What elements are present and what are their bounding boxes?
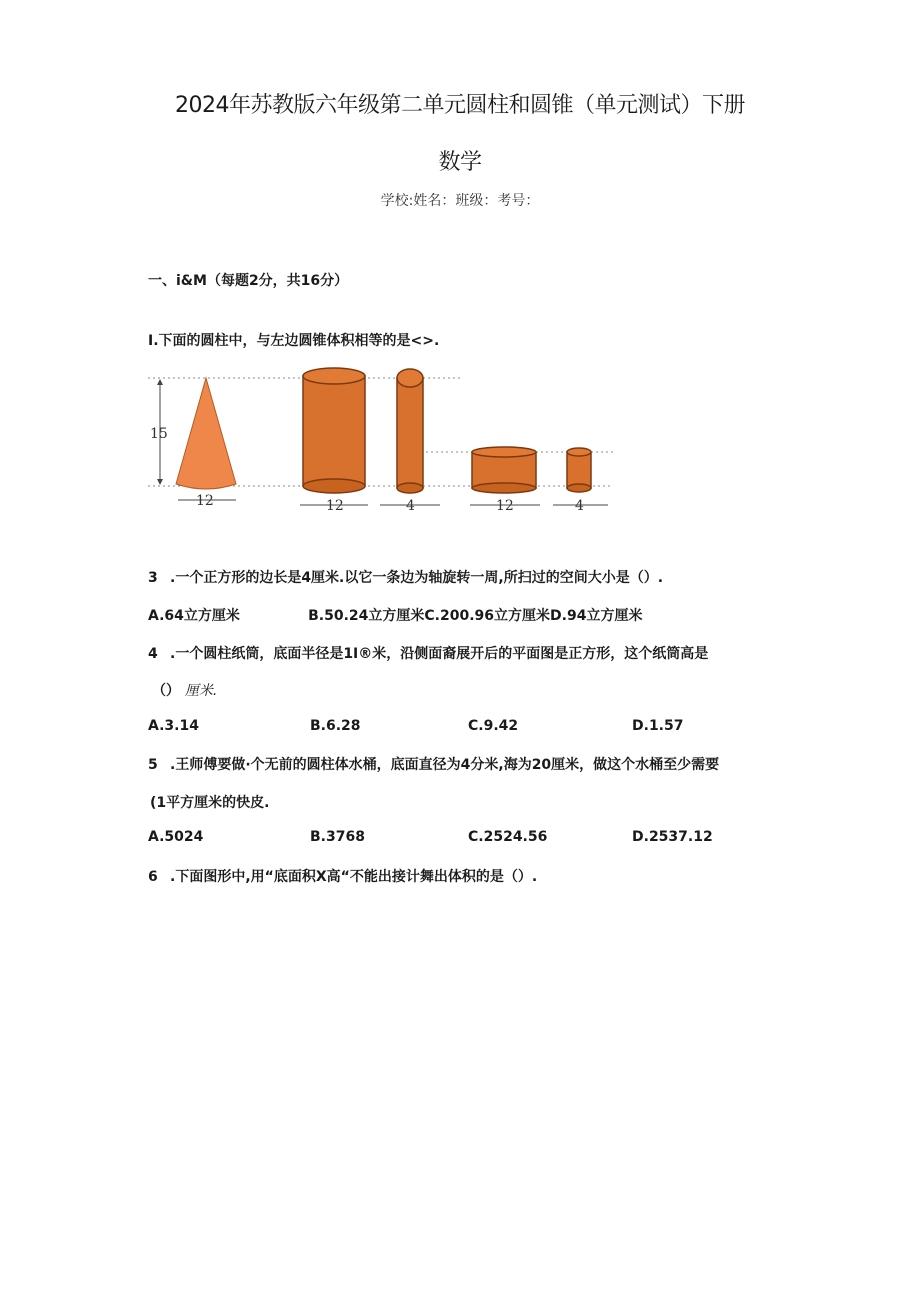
- question-number: 5: [148, 757, 158, 773]
- cylinder-1-body: [303, 376, 365, 486]
- document-subtitle: 数学: [438, 150, 482, 175]
- question-text: .一个正方形的边长是4厘米.以它一条边为轴旋转一周,所扫过的空间大小是（）.: [170, 570, 664, 586]
- cylinder-2-bottom: [397, 483, 423, 493]
- question-4-option-d: D.1.57: [632, 718, 684, 734]
- cone-cylinders-diagram: [148, 362, 618, 517]
- arrow-head-down: [157, 479, 163, 485]
- question-4-continuation: [152, 680, 217, 700]
- cone-height-label: 15: [150, 426, 168, 442]
- question-number: 6: [148, 869, 158, 885]
- student-info-line: 学校:姓名：班级：考号：: [380, 193, 540, 209]
- cone-shape: [176, 378, 236, 489]
- cylinder-1-base-label: 12: [326, 498, 344, 514]
- question-5-option-d: D.2537.12: [632, 829, 713, 845]
- question-5-option-b: B.3768: [310, 829, 365, 845]
- cylinder-4-base-label: 4: [575, 498, 584, 514]
- question-1-figure: [148, 362, 618, 517]
- arrow-head-up: [157, 379, 163, 385]
- question-text: .下面图形中,用“底面积X高“不能出接计舞出体积的是（）.: [170, 869, 538, 885]
- cylinder-3-top: [472, 447, 536, 457]
- cylinder-2-top: [397, 369, 423, 387]
- cylinder-3-base-label: 12: [496, 498, 514, 514]
- question-1: [148, 330, 439, 350]
- question-number: 3: [148, 570, 158, 586]
- cylinder-4-top: [567, 448, 591, 456]
- cylinder-2-body: [397, 378, 423, 488]
- cylinder-1-bottom: [303, 479, 365, 493]
- question-4-option-b: B.6.28: [310, 718, 361, 734]
- cone-base-label: 12: [196, 493, 214, 509]
- question-number: 4: [148, 646, 158, 662]
- question-4-option-a: A.3.14: [148, 718, 199, 734]
- document-title: 2024年苏教版六年级第二单元圆柱和圆锥（单元测试）下册: [175, 93, 745, 118]
- question-6: [148, 866, 537, 886]
- cylinder-4-bottom: [567, 484, 591, 492]
- section-heading: 一、i&M（每题2分，共16分）: [148, 273, 349, 289]
- question-5-option-a: A.5024: [148, 829, 204, 845]
- cylinder-2-base-label: 4: [406, 498, 415, 514]
- question-text: .王师傅要做·个无前的圆柱体水桶，底面直径为4分米,海为20厘米，做这个水桶至少需要: [170, 757, 720, 773]
- question-4-option-c: C.9.42: [468, 718, 519, 734]
- cylinder-1-top: [303, 368, 365, 384]
- question-text: .一个圆柱纸筒，底面半径是1I®米，沿侧面裔展开后的平面图是正方形，这个纸筒高是: [170, 646, 709, 662]
- cylinder-3-bottom: [472, 483, 536, 493]
- question-4: [148, 643, 708, 663]
- question-5-continuation: (1平方厘米的快皮.: [150, 795, 270, 811]
- answer-blank: （）: [152, 683, 180, 699]
- cylinder-4-body: [567, 452, 591, 488]
- question-5: [148, 754, 719, 774]
- question-number: I.: [148, 333, 159, 349]
- question-5-option-c: C.2524.56: [468, 829, 548, 845]
- question-3-options: A.64立方厘米 B.50.24立方厘米C.200.96立方厘米D.94立方厘米: [148, 608, 643, 624]
- question-3: [148, 567, 663, 587]
- question-text: 下面的圆柱中，与左边圆锥体积相等的是<>.: [158, 333, 440, 349]
- unit-text: 厘米.: [184, 683, 218, 699]
